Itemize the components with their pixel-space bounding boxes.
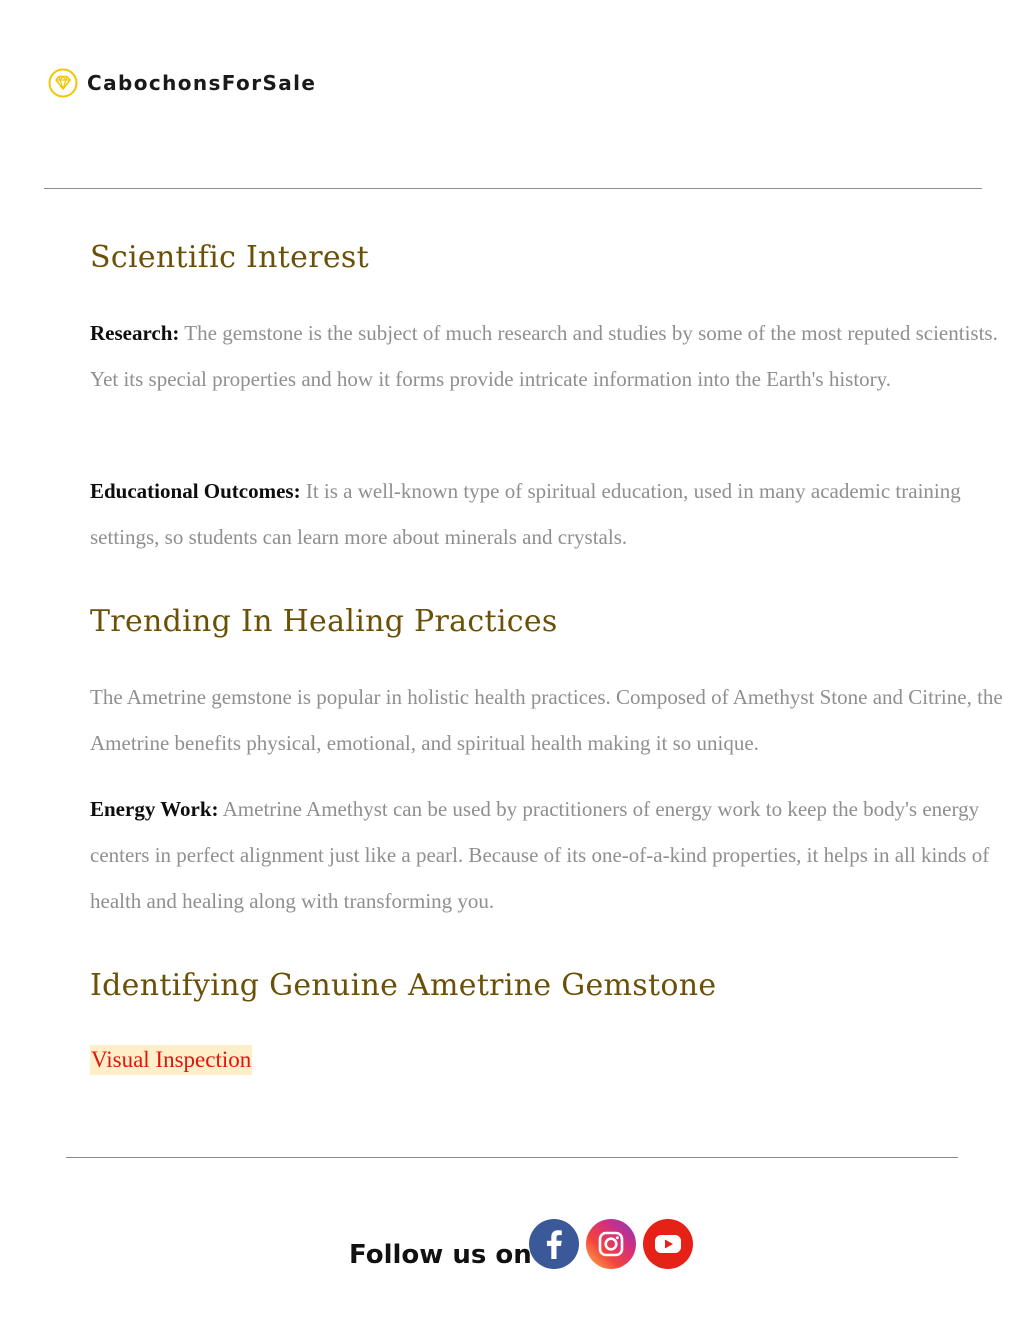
- youtube-icon: [643, 1219, 693, 1269]
- energy-work-label: Energy Work:: [90, 797, 219, 821]
- energy-work-text: Ametrine Amethyst can be used by practitioners of energy work to keep the body's energy centers in perfect alignment just like a pearl. Because of its one-of-a-kind properties, it helps in all kinds of health and healing along with transforming you.: [90, 797, 990, 913]
- educational-outcomes-label: Educational Outcomes:: [90, 479, 301, 503]
- follow-us-label: Follow us on: [349, 1240, 532, 1270]
- visual-inspection-highlight: Visual Inspection: [90, 1045, 252, 1075]
- facebook-link[interactable]: [529, 1219, 579, 1269]
- instagram-icon: [586, 1219, 636, 1269]
- instagram-link[interactable]: [586, 1219, 636, 1269]
- heading-scientific-interest: Scientific Interest: [90, 240, 369, 275]
- research-label: Research:: [90, 321, 180, 345]
- paragraph-educational-outcomes: [90, 468, 1005, 560]
- brand-logo[interactable]: [48, 66, 316, 100]
- heading-identifying-ametrine: Identifying Genuine Ametrine Gemstone: [90, 968, 717, 1003]
- paragraph-healing-intro: The Ametrine gemstone is popular in holistic health practices. Composed of Amethyst Stone and Citrine, the Ametrine benefits physical, emotional, and spiritual health making it so unique.: [90, 685, 1003, 755]
- brand-name: CabochonsForSale: [87, 71, 317, 95]
- research-text: The gemstone is the subject of much research and studies by some of the most reputed scientists. Yet its special properties and how it forms provide intricate information into the Earth's history.: [90, 321, 998, 391]
- diamond-icon: [48, 68, 78, 98]
- bottom-divider: [66, 1157, 958, 1158]
- paragraph-energy-work: [90, 786, 1005, 924]
- heading-healing-practices: Trending In Healing Practices: [90, 604, 558, 639]
- paragraph-research: [90, 310, 1005, 402]
- facebook-icon: [529, 1219, 579, 1269]
- educational-outcomes-text: It is a well-known type of spiritual education, used in many academic training settings, so students can learn more about minerals and crystals.: [90, 479, 961, 549]
- top-divider: [44, 188, 982, 189]
- youtube-link[interactable]: [643, 1219, 693, 1269]
